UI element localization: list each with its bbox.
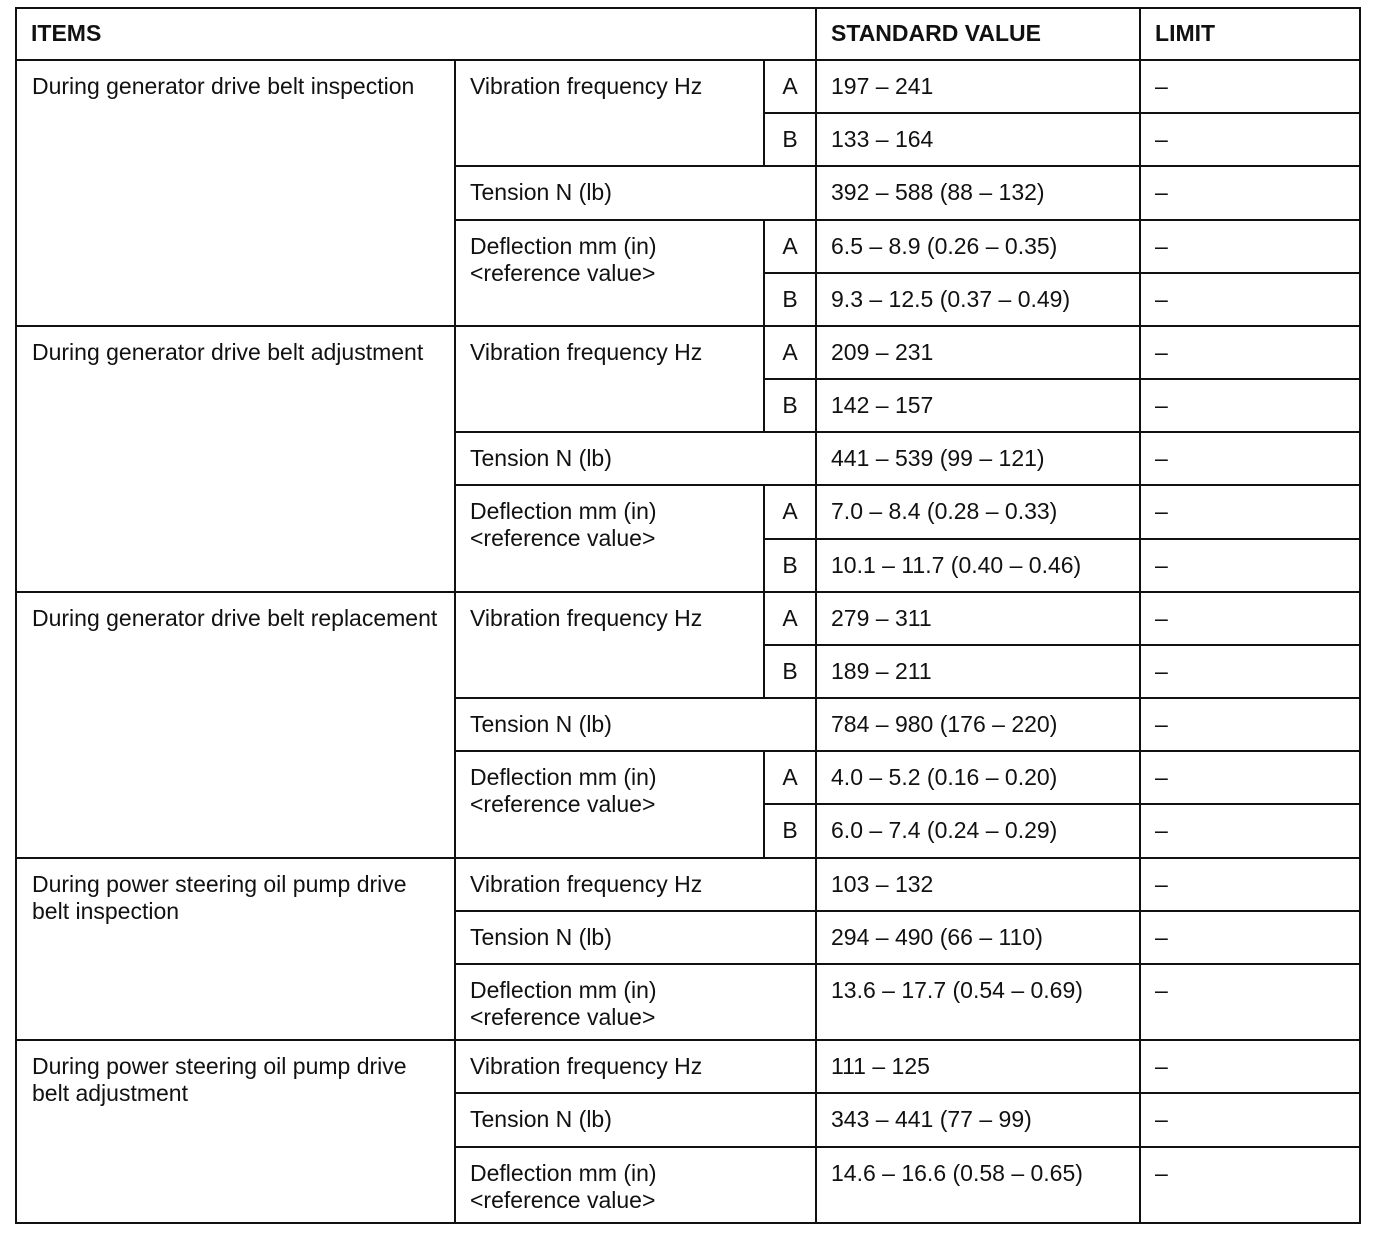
- belt-label: A: [764, 592, 816, 645]
- limit-value: –: [1140, 858, 1360, 911]
- header-limit: LIMIT: [1140, 8, 1360, 60]
- parameter-name: Tension N (lb): [470, 179, 612, 206]
- parameter-name: Deflection mm (in): [470, 1159, 657, 1186]
- limit-value: –: [1140, 751, 1360, 804]
- limit-value: –: [1140, 220, 1360, 273]
- parameter-name: Deflection mm (in): [470, 498, 657, 525]
- parameter-name: Vibration frequency Hz: [470, 73, 703, 99]
- standard-value: 13.6 – 17.7 (0.54 – 0.69): [816, 964, 1140, 1040]
- limit-value: –: [1140, 539, 1360, 592]
- parameter-name: Tension N (lb): [470, 1106, 612, 1133]
- parameter-cell: [455, 1147, 816, 1223]
- belt-label: A: [764, 220, 816, 273]
- table-row: [16, 592, 1360, 645]
- item-name: During power steering oil pump drive belt inspection: [16, 858, 455, 1041]
- limit-value: –: [1140, 379, 1360, 432]
- standard-value: 279 – 311: [816, 592, 1140, 645]
- belt-spec-table: [15, 7, 1361, 1224]
- item-name: During power steering oil pump drive belt adjustment: [16, 1040, 455, 1223]
- standard-value: 189 – 211: [816, 645, 1140, 698]
- header-items: ITEMS: [16, 8, 816, 60]
- standard-value: 133 – 164: [816, 113, 1140, 166]
- limit-value: –: [1140, 60, 1360, 113]
- limit-value: –: [1140, 113, 1360, 166]
- limit-value: –: [1140, 485, 1360, 538]
- limit-value: –: [1140, 432, 1360, 485]
- parameter-note: <reference value>: [470, 1003, 656, 1030]
- spec-body: [16, 60, 1360, 1223]
- parameter-name: Vibration frequency Hz: [470, 870, 703, 897]
- limit-value: –: [1140, 1093, 1360, 1146]
- limit-value: –: [1140, 1040, 1360, 1093]
- parameter-name: Tension N (lb): [470, 923, 612, 950]
- standard-value: 343 – 441 (77 – 99): [816, 1093, 1140, 1146]
- parameter-cell: [455, 858, 816, 911]
- standard-value: 209 – 231: [816, 326, 1140, 379]
- belt-label: A: [764, 751, 816, 804]
- standard-value: 6.5 – 8.9 (0.26 – 0.35): [816, 220, 1140, 273]
- table-row: [16, 1040, 1360, 1093]
- standard-value: 9.3 – 12.5 (0.37 – 0.49): [816, 273, 1140, 326]
- parameter-cell: [455, 485, 764, 591]
- parameter-note: <reference value>: [470, 259, 656, 286]
- limit-value: –: [1140, 326, 1360, 379]
- table-row: [16, 858, 1360, 911]
- limit-value: –: [1140, 911, 1360, 964]
- limit-value: –: [1140, 1147, 1360, 1223]
- header-standard-value: STANDARD VALUE: [816, 8, 1140, 60]
- parameter-cell: [455, 751, 764, 857]
- standard-value: 441 – 539 (99 – 121): [816, 432, 1140, 485]
- limit-value: –: [1140, 964, 1360, 1040]
- parameter-cell: [455, 698, 816, 751]
- limit-value: –: [1140, 273, 1360, 326]
- belt-label: A: [764, 485, 816, 538]
- parameter-cell: [455, 326, 764, 432]
- standard-value: 6.0 – 7.4 (0.24 – 0.29): [816, 804, 1140, 857]
- standard-value: 197 – 241: [816, 60, 1140, 113]
- parameter-cell: [455, 166, 816, 219]
- parameter-name: Deflection mm (in): [470, 232, 657, 259]
- header-row: [16, 8, 1360, 60]
- item-name: During generator drive belt replacement: [16, 592, 455, 858]
- standard-value: 294 – 490 (66 – 110): [816, 911, 1140, 964]
- belt-label: A: [764, 326, 816, 379]
- limit-value: –: [1140, 166, 1360, 219]
- standard-value: 10.1 – 11.7 (0.40 – 0.46): [816, 539, 1140, 592]
- parameter-name: Deflection mm (in): [470, 764, 657, 791]
- parameter-note: <reference value>: [470, 791, 656, 818]
- standard-value: 14.6 – 16.6 (0.58 – 0.65): [816, 1147, 1140, 1223]
- parameter-name: Deflection mm (in): [470, 976, 657, 1003]
- table-row: [16, 60, 1360, 113]
- limit-value: –: [1140, 804, 1360, 857]
- parameter-note: <reference value>: [470, 525, 656, 552]
- parameter-cell: [455, 432, 816, 485]
- parameter-cell: [455, 964, 816, 1040]
- item-name: During generator drive belt adjustment: [16, 326, 455, 592]
- limit-value: –: [1140, 698, 1360, 751]
- standard-value: 784 – 980 (176 – 220): [816, 698, 1140, 751]
- standard-value: 103 – 132: [816, 858, 1140, 911]
- parameter-cell: [455, 1040, 816, 1093]
- belt-label: A: [764, 60, 816, 113]
- parameter-note: <reference value>: [470, 1186, 656, 1213]
- standard-value: 142 – 157: [816, 379, 1140, 432]
- parameter-cell: [455, 220, 764, 326]
- belt-label: B: [764, 645, 816, 698]
- standard-value: 7.0 – 8.4 (0.28 – 0.33): [816, 485, 1140, 538]
- belt-label: B: [764, 273, 816, 326]
- standard-value: 392 – 588 (88 – 132): [816, 166, 1140, 219]
- limit-value: –: [1140, 645, 1360, 698]
- table-row: [16, 326, 1360, 379]
- parameter-name: Tension N (lb): [470, 445, 612, 472]
- standard-value: 4.0 – 5.2 (0.16 – 0.20): [816, 751, 1140, 804]
- parameter-name: Tension N (lb): [470, 711, 612, 738]
- parameter-name: Vibration frequency Hz: [470, 1053, 703, 1080]
- parameter-cell: [455, 60, 764, 166]
- standard-value: 111 – 125: [816, 1040, 1140, 1093]
- parameter-cell: [455, 911, 816, 964]
- parameter-name: Vibration frequency Hz: [470, 338, 703, 365]
- parameter-cell: [455, 1093, 816, 1146]
- item-name: During generator drive belt inspection: [16, 60, 455, 326]
- parameter-cell: [455, 592, 764, 698]
- limit-value: –: [1140, 592, 1360, 645]
- belt-label: B: [764, 379, 816, 432]
- belt-label: B: [764, 539, 816, 592]
- belt-label: B: [764, 113, 816, 166]
- belt-label: B: [764, 804, 816, 857]
- parameter-name: Vibration frequency Hz: [470, 604, 703, 631]
